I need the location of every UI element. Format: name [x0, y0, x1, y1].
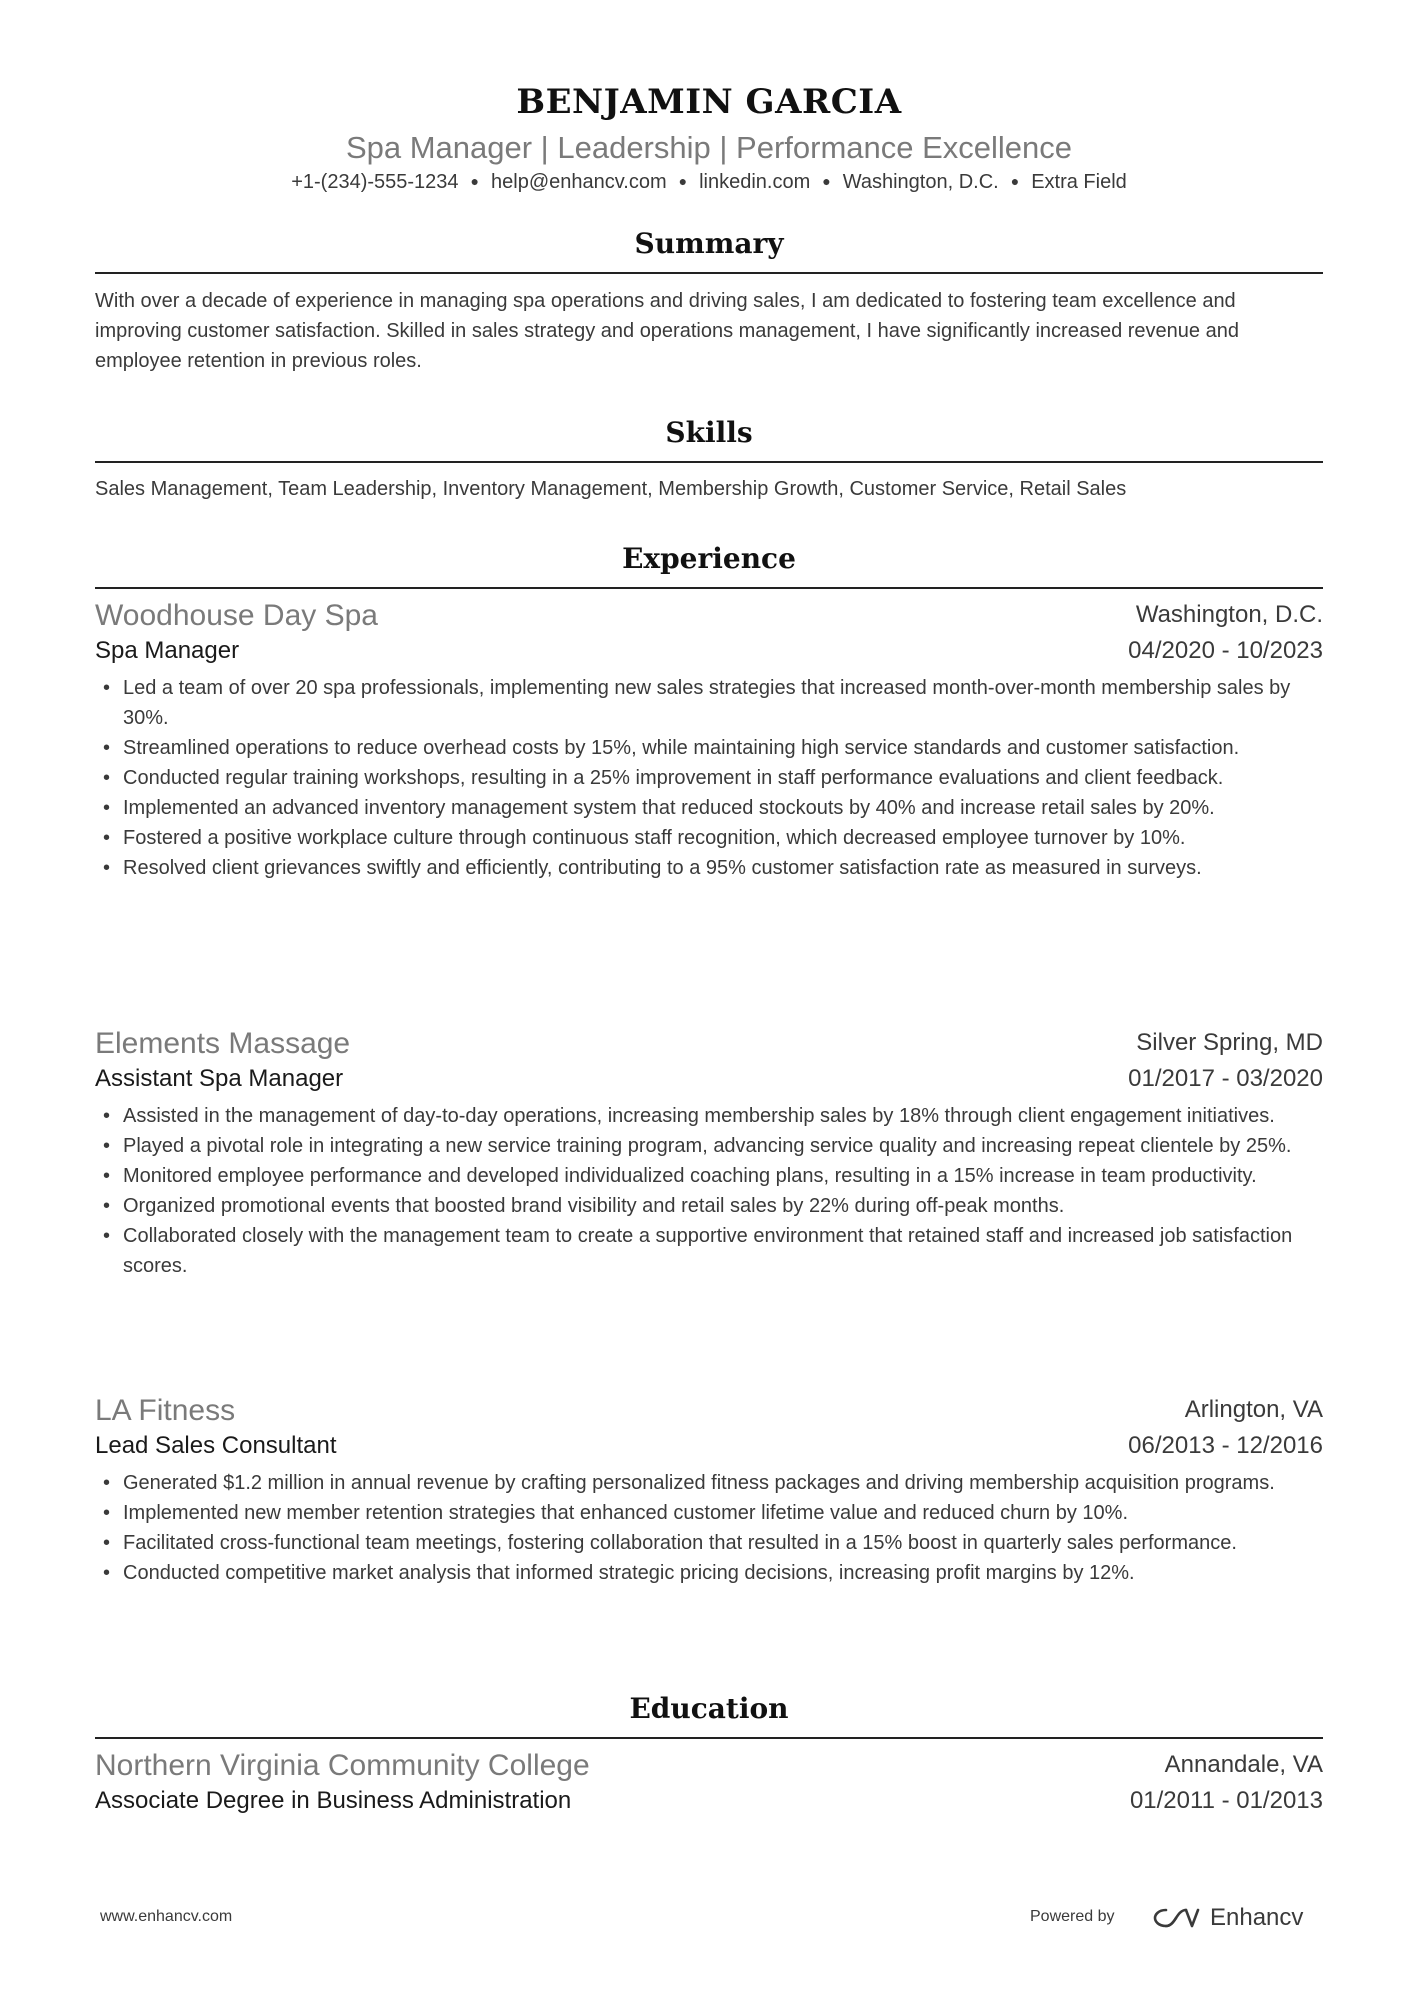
contact-phone: +1-(234)-555-1234	[291, 171, 459, 193]
list-item: • Conducted competitive market analysis that informed strategic pricing decisions, increasing profit margins by 12%.	[103, 1562, 1135, 1584]
list-item: • Streamlined operations to reduce overhead costs by 15%, while maintaining high service standards and customer satisfaction.	[103, 737, 1240, 759]
company-name: Woodhouse Day Spa	[95, 599, 378, 632]
list-item: • Played a pivotal role in integrating a new service training program, advancing service quality and increasing repeat clientele by 25%.	[103, 1135, 1292, 1157]
footer-branding	[1030, 1898, 1310, 1938]
list-item: • Implemented new member retention strategies that enhanced customer lifetime value and reduced churn by 10%.	[103, 1502, 1128, 1524]
list-item: • Monitored employee performance and developed individualized coaching plans, resulting in a 15% increase in team productivity.	[103, 1165, 1257, 1187]
school-location: Annandale, VA	[1164, 1751, 1323, 1778]
education-entry	[95, 1749, 1323, 1823]
skills-text: Sales Management, Team Leadership, Inventory Management, Membership Growth, Customer Service, Retail Sales	[95, 478, 1127, 500]
list-item: • Assisted in the management of day-to-day operations, increasing membership sales by 18% through client engagement initiatives.	[103, 1105, 1275, 1127]
job-bullets	[95, 1468, 1323, 1588]
headline: Spa Manager | Leadership | Performance Excellence	[345, 130, 1073, 165]
job-location: Washington, D.C.	[1135, 601, 1323, 628]
bullet-separator: ●	[822, 173, 831, 189]
brand-name: Enhancv	[1210, 1904, 1304, 1931]
job-dates: 01/2017 - 03/2020	[1128, 1065, 1323, 1092]
experience-title: Experience	[622, 542, 796, 575]
summary-text: With over a decade of experience in managing spa operations and driving sales, I am dedicated to fostering team excellence and improving customer satisfaction. Skilled in sales strategy and operations management, I have significantly increased revenue and employee retention in previous roles.	[95, 290, 1239, 372]
education-title: Education	[629, 1692, 789, 1725]
contact-email: help@enhancv.com	[491, 171, 667, 193]
job-entry	[95, 599, 1323, 883]
job-title: Lead Sales Consultant	[95, 1432, 337, 1459]
job-bullets	[95, 673, 1323, 883]
section-divider	[95, 461, 1323, 463]
footer-website[interactable]: www.enhancv.com	[100, 1908, 233, 1925]
bullet-separator: ●	[1010, 173, 1020, 189]
job-entry	[95, 1027, 1323, 1281]
school-name: Northern Virginia Community College	[95, 1749, 590, 1782]
section-divider	[95, 587, 1323, 589]
powered-by-label: Powered by	[1030, 1908, 1115, 1925]
education-dates: 01/2011 - 01/2013	[1129, 1787, 1323, 1814]
job-dates: 04/2020 - 10/2023	[1128, 637, 1323, 664]
job-entry	[95, 1394, 1323, 1588]
skills-title: Skills	[665, 416, 753, 449]
list-item: • Organized promotional events that boosted brand visibility and retail sales by 22% during off-peak months.	[103, 1195, 1065, 1217]
degree: Associate Degree in Business Administration	[95, 1787, 572, 1814]
candidate-name: BENJAMIN GARCIA	[516, 82, 902, 122]
job-dates: 06/2013 - 12/2016	[1128, 1432, 1323, 1459]
section-divider	[95, 1737, 1323, 1739]
job-title: Spa Manager	[95, 637, 240, 664]
list-item: • Facilitated cross-functional team meetings, fostering collaboration that resulted in a 15% boost in quarterly sales performance.	[103, 1532, 1237, 1554]
contact-line	[95, 171, 1323, 194]
contact-linkedin: linkedin.com	[699, 171, 811, 193]
list-item: • Implemented an advanced inventory management system that reduced stockouts by 40% and increase retail sales by 20%.	[103, 797, 1215, 819]
list-item: • Led a team of over 20 spa professionals, implementing new sales strategies that increased month-over-month membership sales by 30%.	[103, 677, 1291, 729]
contact-extra: Extra Field	[1031, 171, 1127, 193]
job-title: Assistant Spa Manager	[95, 1065, 344, 1092]
list-item: • Collaborated closely with the management team to create a supportive environment that retained staff and increased job satisfaction scores.	[103, 1225, 1293, 1277]
job-location: Silver Spring, MD	[1136, 1029, 1323, 1056]
bullet-separator: ●	[678, 173, 688, 189]
list-item: • Resolved client grievances swiftly and efficiently, contributing to a 95% customer satisfaction rate as measured in surveys.	[103, 857, 1202, 879]
company-name: Elements Massage	[95, 1027, 351, 1060]
list-item: • Generated $1.2 million in annual revenue by crafting personalized fitness packages and driving membership acquisition programs.	[103, 1472, 1275, 1494]
list-item: • Fostered a positive workplace culture through continuous staff recognition, which decreased employee turnover by 10%.	[103, 827, 1186, 849]
list-item: • Conducted regular training workshops, resulting in a 25% improvement in staff performance evaluations and client feedback.	[103, 767, 1224, 789]
company-name: LA Fitness	[95, 1394, 236, 1427]
contact-location: Washington, D.C.	[842, 171, 999, 193]
summary-title: Summary	[634, 227, 784, 260]
bullet-separator: ●	[470, 173, 480, 189]
job-location: Arlington, VA	[1184, 1396, 1323, 1423]
job-bullets	[95, 1101, 1323, 1281]
section-divider	[95, 272, 1323, 274]
enhancv-logo-icon	[1152, 1904, 1200, 1932]
